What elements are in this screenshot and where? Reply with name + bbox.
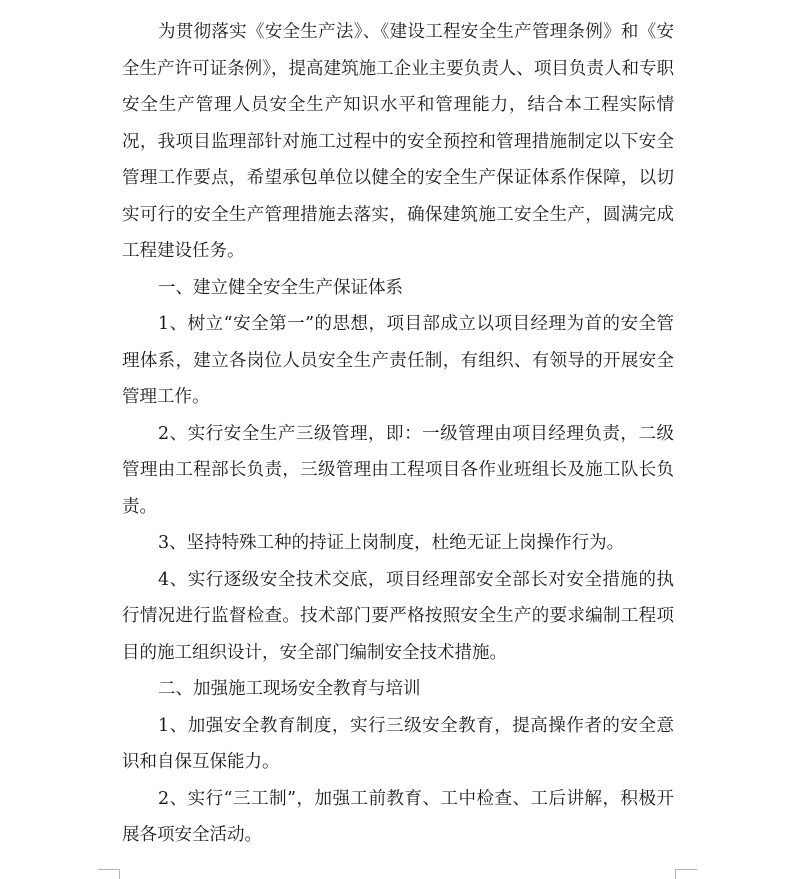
- intro-paragraph: 为贯彻落实《安全生产法》、《建设工程安全生产管理条例》和《安全生产许可证条例》，提高建筑施工企业主要负责人、项目负责人和专职安全生产管理人员安全生产知识水平和管理能力，结合本工程实际情况，我项目监理部针对施工过程中的安全预控和管理措施制定以下安全管理工作要点，希望承包单位以健全的安全生产保证体系作保障，以切实可行的安全生产管理措施去落实，确保建筑施工安全生产，圆满完成工程建设任务。: [122, 22, 674, 261]
- list-item-1-1: 1、树立“安全第一”的思想，项目部成立以项目经理为首的安全管理体系，建立各岗位人员安全生产责任制，有组织、有领导的开展安全管理工作。: [122, 314, 674, 407]
- list-item-1-3: 3、坚持特殊工种的持证上岗制度，杜绝无证上岗操作行为。: [158, 533, 625, 553]
- page-corner-mark-left: [98, 869, 120, 879]
- document-body: [122, 14, 674, 854]
- list-item-1-4: 4、实行逐级安全技术交底，项目经理部安全部长对安全措施的执行情况进行监督检查。技术部门要严格按照安全生产的要求编制工程项目的施工组织设计，安全部门编制安全技术措施。: [122, 569, 674, 663]
- section-heading-2: 二、加强施工现场安全教育与培训: [158, 679, 421, 699]
- page-corner-mark-right: [675, 869, 697, 879]
- list-item-2-1: 1、加强安全教育制度，实行三级安全教育，提高操作者的安全意识和自保互保能力。: [122, 715, 674, 772]
- list-item-1-2: 2、实行安全生产三级管理，即：一级管理由项目经理负责，二级管理由工程部长负责，三级管理由工程项目各作业班组长及施工队长负责。: [122, 423, 674, 517]
- section-heading-1: 一、建立健全安全生产保证体系: [158, 277, 403, 298]
- list-item-2-2: 2、实行“三工制”，加强工前教育、工中检查、工后讲解，积极开展各项安全活动。: [122, 788, 674, 845]
